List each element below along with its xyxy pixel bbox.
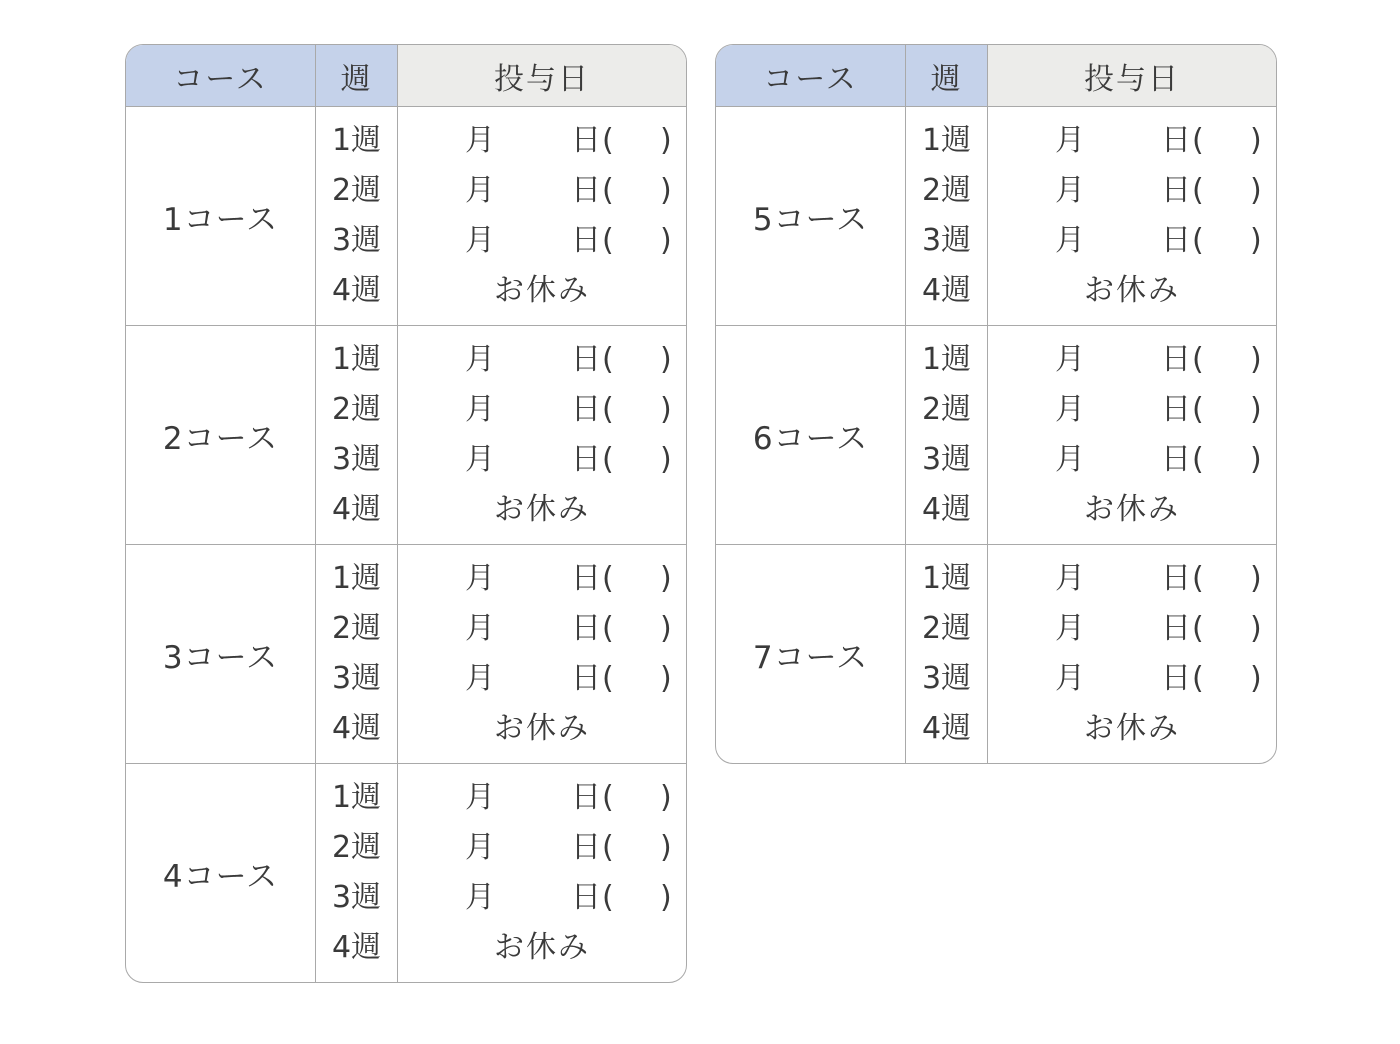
- month-label: 月: [465, 780, 495, 815]
- date-entry: [398, 343, 686, 377]
- day-label: 日: [1161, 342, 1191, 377]
- schedule-table-right: [715, 44, 1277, 764]
- weekday-paren-open: (: [602, 392, 614, 427]
- month-label: 月: [465, 611, 495, 646]
- course-name: 7コース: [716, 545, 906, 763]
- month-label: 月: [1055, 561, 1085, 596]
- weekday-paren-open: (: [1192, 661, 1204, 696]
- header-week: 週: [906, 45, 988, 106]
- date-entry: [398, 174, 686, 208]
- week-label: 3週: [921, 442, 972, 477]
- weekday-paren-open: (: [602, 880, 614, 915]
- week-column: [316, 326, 398, 544]
- weekday-paren-close: ): [660, 173, 672, 208]
- course-name: 1コース: [126, 107, 316, 325]
- date-entry: [988, 343, 1276, 377]
- date-entry: [988, 174, 1276, 208]
- day-label: 日: [571, 830, 601, 865]
- weekday-paren-open: (: [1192, 223, 1204, 258]
- week-label: 1週: [921, 123, 972, 158]
- day-label: 日: [571, 123, 601, 158]
- weekday-paren-close: ): [1250, 342, 1262, 377]
- weekday-paren-close: ): [660, 561, 672, 596]
- header-date: 投与日: [398, 45, 686, 106]
- date-entry: [398, 612, 686, 646]
- weekday-paren-close: ): [1250, 173, 1262, 208]
- day-label: 日: [1161, 561, 1191, 596]
- header-date: 投与日: [988, 45, 1276, 106]
- day-label: 日: [571, 661, 601, 696]
- month-label: 月: [1055, 123, 1085, 158]
- month-label: 月: [1055, 442, 1085, 477]
- week-label: 2週: [331, 611, 382, 646]
- date-column: [988, 326, 1276, 544]
- rest-label: お休み: [1084, 711, 1180, 746]
- weekday-paren-open: (: [1192, 173, 1204, 208]
- weekday-paren-open: (: [602, 342, 614, 377]
- month-label: 月: [1055, 392, 1085, 427]
- date-entry: [398, 393, 686, 427]
- weekday-paren-open: (: [602, 173, 614, 208]
- weekday-paren-close: ): [660, 392, 672, 427]
- date-column: [988, 545, 1276, 763]
- weekday-paren-open: (: [1192, 392, 1204, 427]
- date-entry: [988, 662, 1276, 696]
- date-entry: [398, 224, 686, 258]
- week-label: 2週: [921, 392, 972, 427]
- month-label: 月: [465, 342, 495, 377]
- course-row: [126, 107, 686, 326]
- date-entry: [398, 662, 686, 696]
- table-header: [126, 45, 686, 107]
- month-label: 月: [465, 442, 495, 477]
- week-label: 3週: [921, 223, 972, 258]
- weekday-paren-open: (: [602, 611, 614, 646]
- day-label: 日: [1161, 661, 1191, 696]
- weekday-paren-close: ): [1250, 442, 1262, 477]
- week-label: 1週: [331, 123, 382, 158]
- day-label: 日: [571, 342, 601, 377]
- week-label: 3週: [331, 880, 382, 915]
- weekday-paren-close: ): [660, 123, 672, 158]
- date-entry: [398, 831, 686, 865]
- weekday-paren-open: (: [602, 123, 614, 158]
- weekday-paren-open: (: [1192, 342, 1204, 377]
- month-label: 月: [465, 223, 495, 258]
- week-label: 2週: [921, 611, 972, 646]
- day-label: 日: [571, 780, 601, 815]
- day-label: 日: [1161, 442, 1191, 477]
- week-label: 3週: [331, 442, 382, 477]
- weekday-paren-close: ): [1250, 392, 1262, 427]
- weekday-paren-open: (: [602, 561, 614, 596]
- rest-label: お休み: [1084, 492, 1180, 527]
- week-label: 4週: [331, 930, 382, 965]
- week-label: 2週: [331, 392, 382, 427]
- day-label: 日: [571, 442, 601, 477]
- month-label: 月: [465, 880, 495, 915]
- course-row: [126, 764, 686, 982]
- week-label: 1週: [331, 780, 382, 815]
- date-entry: [988, 612, 1276, 646]
- day-label: 日: [1161, 173, 1191, 208]
- date-entry: [398, 443, 686, 477]
- table-header: [716, 45, 1276, 107]
- week-label: 1週: [921, 342, 972, 377]
- month-label: 月: [465, 123, 495, 158]
- weekday-paren-close: ): [1250, 561, 1262, 596]
- week-column: [906, 545, 988, 763]
- weekday-paren-open: (: [1192, 561, 1204, 596]
- course-name: 2コース: [126, 326, 316, 544]
- week-label: 4週: [921, 273, 972, 308]
- week-label: 4週: [921, 711, 972, 746]
- weekday-paren-open: (: [602, 780, 614, 815]
- weekday-paren-close: ): [660, 661, 672, 696]
- rest-label: お休み: [494, 711, 590, 746]
- week-label: 2週: [921, 173, 972, 208]
- weekday-paren-open: (: [602, 442, 614, 477]
- month-label: 月: [465, 830, 495, 865]
- date-entry: [988, 393, 1276, 427]
- weekday-paren-close: ): [1250, 223, 1262, 258]
- date-entry: [398, 562, 686, 596]
- schedule-table-left: [125, 44, 687, 983]
- month-label: 月: [1055, 611, 1085, 646]
- weekday-paren-close: ): [1250, 661, 1262, 696]
- week-label: 4週: [921, 492, 972, 527]
- day-label: 日: [1161, 223, 1191, 258]
- week-label: 1週: [331, 561, 382, 596]
- weekday-paren-close: ): [1250, 123, 1262, 158]
- week-label: 1週: [331, 342, 382, 377]
- week-label: 1週: [921, 561, 972, 596]
- date-entry: [988, 562, 1276, 596]
- course-name: 4コース: [126, 764, 316, 982]
- course-name: 6コース: [716, 326, 906, 544]
- weekday-paren-open: (: [602, 661, 614, 696]
- week-column: [316, 545, 398, 763]
- course-row: [126, 326, 686, 545]
- day-label: 日: [571, 611, 601, 646]
- week-label: 4週: [331, 711, 382, 746]
- month-label: 月: [465, 392, 495, 427]
- month-label: 月: [1055, 223, 1085, 258]
- week-label: 2週: [331, 830, 382, 865]
- rest-label: お休み: [494, 930, 590, 965]
- weekday-paren-close: ): [660, 442, 672, 477]
- month-label: 月: [465, 561, 495, 596]
- weekday-paren-close: ): [660, 780, 672, 815]
- month-label: 月: [465, 661, 495, 696]
- weekday-paren-close: ): [660, 223, 672, 258]
- weekday-paren-close: ): [660, 342, 672, 377]
- rest-label: お休み: [494, 273, 590, 308]
- day-label: 日: [571, 223, 601, 258]
- weekday-paren-close: ): [660, 611, 672, 646]
- week-column: [316, 764, 398, 982]
- weekday-paren-open: (: [1192, 442, 1204, 477]
- week-label: 3週: [331, 223, 382, 258]
- week-label: 4週: [331, 492, 382, 527]
- week-label: 3週: [921, 661, 972, 696]
- header-week: 週: [316, 45, 398, 106]
- week-column: [906, 326, 988, 544]
- rest-label: お休み: [494, 492, 590, 527]
- day-label: 日: [1161, 392, 1191, 427]
- course-row: [716, 326, 1276, 545]
- weekday-paren-close: ): [1250, 611, 1262, 646]
- week-label: 2週: [331, 173, 382, 208]
- course-name: 3コース: [126, 545, 316, 763]
- weekday-paren-open: (: [602, 830, 614, 865]
- date-column: [398, 545, 686, 763]
- day-label: 日: [571, 392, 601, 427]
- month-label: 月: [1055, 173, 1085, 208]
- course-row: [126, 545, 686, 764]
- day-label: 日: [1161, 611, 1191, 646]
- day-label: 日: [571, 173, 601, 208]
- month-label: 月: [1055, 661, 1085, 696]
- day-label: 日: [1161, 123, 1191, 158]
- month-label: 月: [1055, 342, 1085, 377]
- week-column: [316, 107, 398, 325]
- week-label: 3週: [331, 661, 382, 696]
- header-course: コース: [716, 45, 906, 106]
- header-course: コース: [126, 45, 316, 106]
- day-label: 日: [571, 880, 601, 915]
- date-column: [398, 764, 686, 982]
- date-column: [398, 326, 686, 544]
- weekday-paren-close: ): [660, 880, 672, 915]
- date-entry: [988, 443, 1276, 477]
- weekday-paren-open: (: [1192, 123, 1204, 158]
- week-label: 4週: [331, 273, 382, 308]
- date-entry: [398, 881, 686, 915]
- date-column: [398, 107, 686, 325]
- course-row: [716, 107, 1276, 326]
- course-name: 5コース: [716, 107, 906, 325]
- course-row: [716, 545, 1276, 763]
- weekday-paren-open: (: [1192, 611, 1204, 646]
- date-entry: [398, 124, 686, 158]
- day-label: 日: [571, 561, 601, 596]
- week-column: [906, 107, 988, 325]
- date-entry: [988, 224, 1276, 258]
- date-entry: [988, 124, 1276, 158]
- weekday-paren-open: (: [602, 223, 614, 258]
- rest-label: お休み: [1084, 273, 1180, 308]
- weekday-paren-close: ): [660, 830, 672, 865]
- date-entry: [398, 781, 686, 815]
- month-label: 月: [465, 173, 495, 208]
- date-column: [988, 107, 1276, 325]
